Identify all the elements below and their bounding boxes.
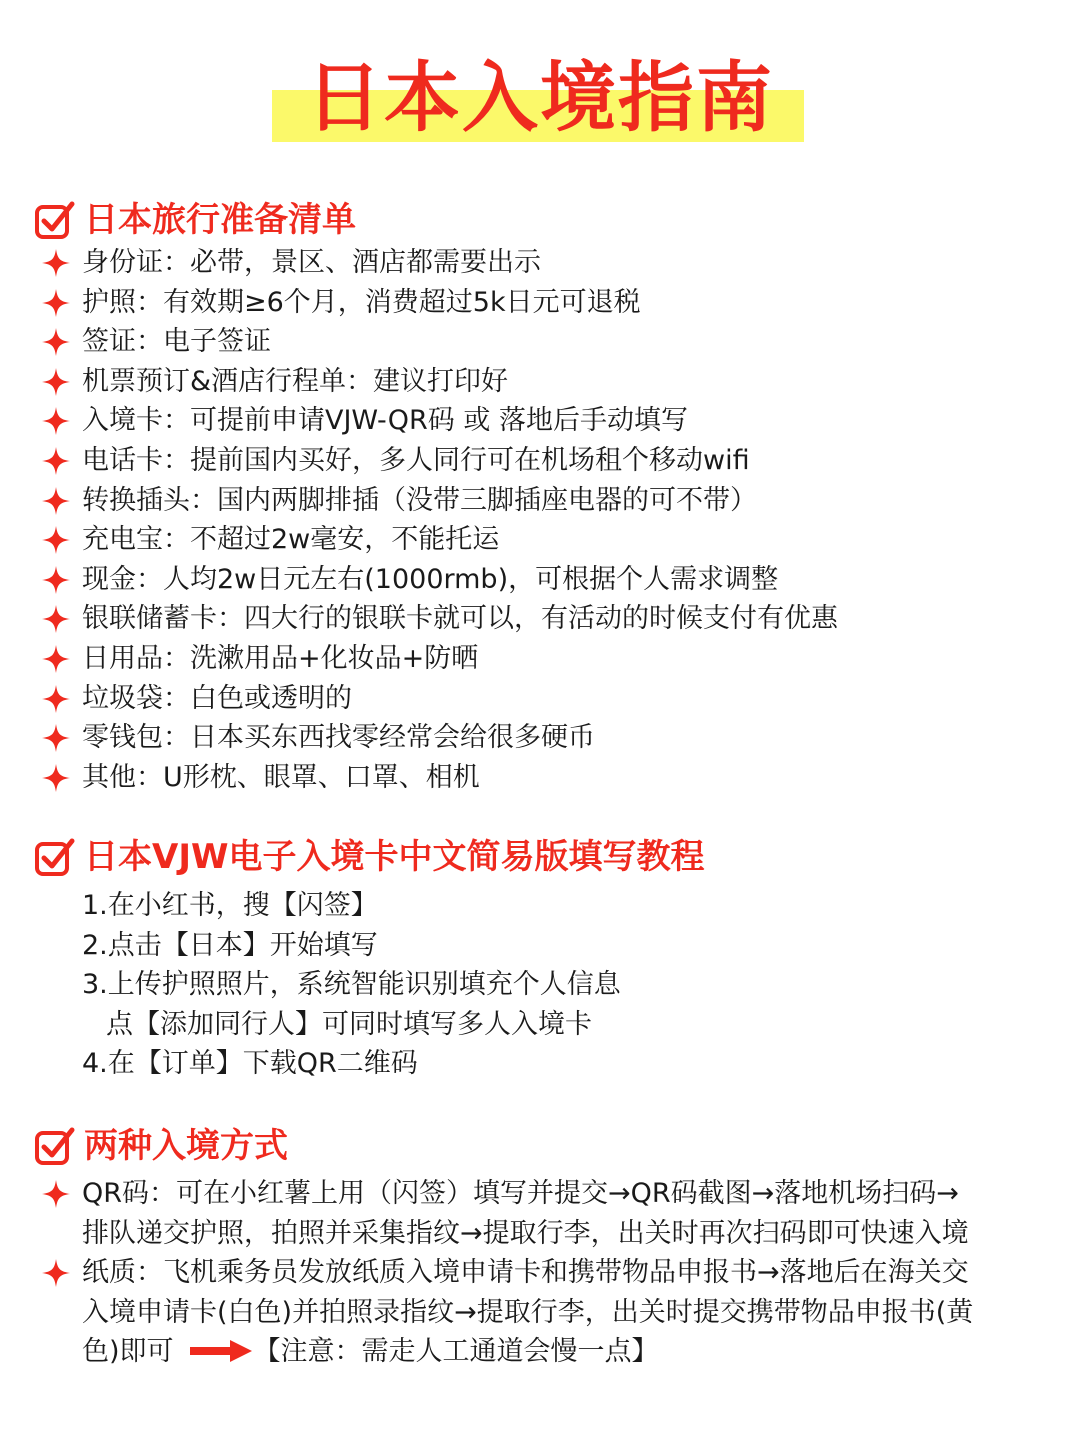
vjw-step: 1.在小红书，搜【闪签】 [82, 890, 378, 921]
checklist-item-text: 身份证：必带，景区、酒店都需要出示 [82, 247, 541, 278]
checklist-item [0, 679, 1080, 719]
checklist-item-text: 电话卡：提前国内买好，多人同行可在机场租个移动wifi [82, 444, 750, 476]
vjw-step: 2.点击【日本】开始填写 [82, 929, 378, 961]
four-point-star-icon [42, 1259, 70, 1287]
four-point-star-icon [42, 645, 70, 673]
entry-paper [0, 1253, 1080, 1372]
checklist-item [0, 481, 1080, 521]
entry-paper-line: 纸质：飞机乘务员发放纸质入境申请卡和携带物品申报书→落地后在海关交 [82, 1257, 969, 1289]
four-point-star-icon [42, 487, 70, 515]
entry-qr-line: QR码：可在小红薯上用（闪签）填写并提交→QR码截图→落地机场扫码→ [82, 1178, 959, 1209]
checklist-item [0, 639, 1080, 679]
checklist-item-text: 垃圾袋：白色或透明的 [82, 682, 352, 714]
entry-qr [0, 1174, 1080, 1253]
vjw-step: 3.上传护照照片，系统智能识别填充个人信息 [82, 969, 621, 1001]
entry-list [0, 1174, 1080, 1372]
four-point-star-icon [42, 328, 70, 356]
checklist-item [0, 243, 1080, 283]
checkbox-icon [34, 199, 76, 241]
four-point-star-icon [42, 605, 70, 633]
four-point-star-icon [42, 368, 70, 396]
checklist-item-text: 日用品：洗漱用品+化妆品+防晒 [82, 642, 479, 674]
vjw-steps [0, 886, 1080, 1084]
title-area [0, 52, 1080, 144]
checkbox-icon [34, 1125, 76, 1167]
checklist-section [0, 195, 1080, 797]
checklist-item-text: 现金：人均2w日元左右(1000rmb)，可根据个人需求调整 [82, 563, 779, 595]
checklist-item-text: 入境卡：可提前申请VJW-QR码 或 落地后手动填写 [82, 405, 688, 437]
checklist-item [0, 401, 1080, 441]
checklist-item [0, 718, 1080, 758]
checklist-item [0, 599, 1080, 639]
four-point-star-icon [42, 407, 70, 435]
checklist-item-text: 充电宝：不超过2w毫安，不能托运 [82, 524, 500, 556]
checklist-header [0, 195, 1080, 245]
four-point-star-icon [42, 566, 70, 594]
checklist-item [0, 362, 1080, 402]
checkbox-icon [34, 836, 76, 878]
four-point-star-icon [42, 685, 70, 713]
checklist-item-text: 护照：有效期≥6个月，消费超过5k日元可退税 [82, 286, 641, 318]
checklist-item [0, 560, 1080, 600]
entry-section [0, 1121, 1080, 1372]
checklist-items [0, 243, 1080, 797]
four-point-star-icon [42, 447, 70, 475]
four-point-star-icon [42, 526, 70, 554]
entry-paper-line: 入境申请卡(白色)并拍照录指纹→提取行李，出关时提交携带物品申报书(黄 [82, 1296, 974, 1328]
checklist-item-text: 银联储蓄卡：四大行的银联卡就可以，有活动的时候支付有优惠 [82, 603, 838, 635]
checklist-item-text: 其他：U形枕、眼罩、口罩、相机 [82, 761, 480, 793]
four-point-star-icon [42, 249, 70, 277]
checklist-item-text: 签证：电子签证 [82, 326, 271, 358]
vjw-header [0, 832, 1080, 882]
checklist-item [0, 520, 1080, 560]
entry-header [0, 1121, 1080, 1171]
right-arrow-icon [190, 1340, 252, 1362]
checklist-item-text: 转换插头：国内两脚排插（没带三脚插座电器的可不带） [82, 484, 757, 516]
checklist-item [0, 283, 1080, 323]
vjw-step: 4.在【订单】下载QR二维码 [82, 1048, 418, 1080]
checklist-item [0, 758, 1080, 798]
checklist-item-text: 机票预订&酒店行程单：建议打印好 [82, 365, 509, 397]
checklist-item [0, 441, 1080, 481]
checklist-item [0, 322, 1080, 362]
vjw-title: 日本VJW电子入境卡中文简易版填写教程 [84, 837, 705, 877]
four-point-star-icon [42, 1180, 70, 1208]
entry-paper-line-last [82, 1332, 973, 1372]
title-box [306, 52, 774, 144]
page-title: 日本入境指南 [306, 53, 774, 142]
four-point-star-icon [42, 289, 70, 317]
checklist-item-text: 零钱包：日本买东西找零经常会给很多硬币 [82, 722, 595, 754]
entry-paper-text: 色)即可 [82, 1336, 174, 1368]
vjw-step-note: 点【添加同行人】可同时填写多人入境卡 [106, 1008, 592, 1040]
entry-title: 两种入境方式 [84, 1126, 288, 1166]
checklist-title: 日本旅行准备清单 [84, 200, 356, 240]
entry-note: 【注意：需走人工通道会慢一点】 [253, 1336, 659, 1368]
four-point-star-icon [42, 764, 70, 792]
four-point-star-icon [42, 724, 70, 752]
vjw-section [0, 832, 1080, 1084]
entry-qr-line: 排队递交护照，拍照并采集指纹→提取行李，出关时再次扫码即可快速入境 [82, 1217, 969, 1249]
